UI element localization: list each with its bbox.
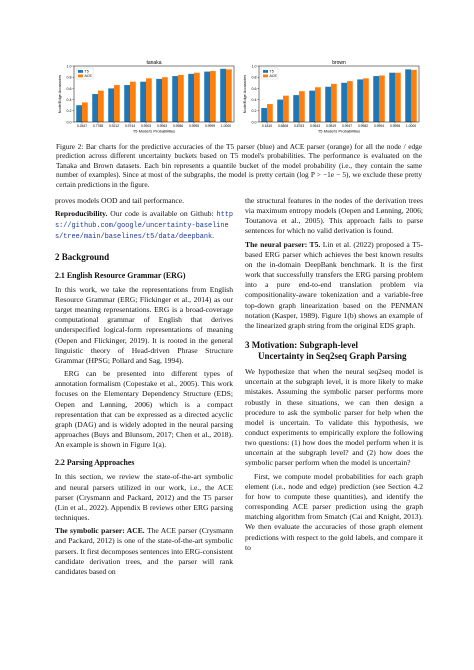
x-tick-label: 0.9543 — [309, 124, 321, 129]
paragraph: the structural features in the nodes of the derivation trees via maximum entropy models (Oepen and Lønning, 2006; Toutanova et al., 2005). This approach fails to parse sentences for which no valid derivation is found. — [245, 196, 423, 236]
y-axis-label: Node/Edge Accuracies — [243, 74, 247, 114]
legend-swatch — [78, 75, 83, 78]
bar-t5 — [76, 105, 82, 122]
bar-ace — [194, 73, 200, 122]
figure-caption: Figure 2: Bar charts for the predictive accuracies of the T5 parser (blue) and ACE parser (orange) for all the node / edge prediction across different uncertainty buckets based on T5 model's probabilities. The performance is evaluated on the Tanaka and Brown datasets. Each bin represents a quantile bucket of the model probability (i.e., they contain the same number of examples). Since at most of the subgraphs, the model is pretty certain (log P > −1e − 5), we exclude these pretty certain predictions in the figure. — [56, 142, 422, 189]
bar-ace — [98, 91, 104, 122]
bar-ace — [114, 85, 120, 122]
x-tick-label: 1.0000 — [220, 124, 232, 129]
punctuation: . — [212, 231, 215, 241]
x-tick-label: 0.2547 — [76, 124, 88, 129]
bar-ace — [82, 102, 88, 122]
y-tick-label: 0.2 — [251, 109, 257, 114]
x-tick-label: 0.9212 — [108, 124, 120, 129]
paragraph-heading: Reproducibility. — [55, 209, 108, 219]
section-heading: 2 Background — [55, 251, 110, 262]
bar-t5 — [204, 72, 210, 122]
bar-t5 — [140, 82, 146, 122]
reproducibility-paragraph — [55, 209, 233, 242]
bar-ace — [347, 81, 353, 122]
bar-t5 — [277, 100, 283, 122]
y-tick-label: 0.8 — [251, 75, 257, 80]
bar-t5 — [261, 108, 267, 122]
bar-t5 — [108, 88, 114, 122]
y-tick-label: 1.0 — [66, 64, 72, 69]
bar-ace — [162, 77, 168, 122]
bar-ace — [130, 82, 136, 122]
y-tick-label: 0.6 — [66, 86, 72, 91]
y-tick-label: 0.2 — [66, 109, 72, 114]
x-tick-label: 0.9947 — [341, 124, 353, 129]
paragraph-text: Lin et al. (2022) proposed a T5-based ERG parser which achieves the best known results on the in-domain DeepBank benchmark. It is the first work that successfully transfers the ERG parsing problem into a pure end-to-end translation problem via compositionality-aware tokenization and a variable-free top-down graph linearization based on the PENMAN notation (Kasper, 1989). Figure 1(b) shows an example of the linearized graph string from the original EDS graph. — [245, 239, 424, 330]
y-tick-label: 0.8 — [66, 75, 72, 80]
paragraph-text: Our code is available on Github: — [110, 209, 214, 219]
y-tick-label: 0.4 — [251, 98, 257, 102]
section-heading-line: 3 Motivation: Subgraph-level — [245, 340, 359, 351]
figure-2-charts — [56, 58, 422, 140]
ace-paragraph — [55, 526, 233, 577]
x-tick-label: 0.8763 — [293, 124, 305, 129]
section-heading — [245, 340, 423, 362]
x-tick-label: 0.9995 — [188, 124, 200, 129]
legend-label: ACE — [84, 74, 92, 79]
y-tick-label: 0.6 — [251, 86, 257, 91]
x-tick-label: 1.0000 — [405, 124, 417, 129]
x-tick-label: 0.1810 — [261, 124, 273, 129]
bar-t5 — [188, 74, 194, 122]
bar-ace — [379, 76, 385, 122]
left-column — [55, 196, 233, 580]
bar-ace — [315, 87, 321, 122]
chart-title: brown — [332, 60, 346, 66]
subsection-heading: 2.1 English Resource Grammar (ERG) — [55, 270, 186, 280]
paragraph: proves models OOD and tail performance. — [55, 196, 185, 205]
x-tick-label: 0.9963 — [156, 124, 168, 129]
x-tick-label: 0.9986 — [172, 124, 184, 129]
y-tick-label: 0.0 — [251, 120, 257, 125]
paragraph: In this work, we take the representations from English Resource Grammar (ERG; Flickinger et al., 2014) as our target meaning representations. ERG is a broad-coverage computational grammar of English that derives underspecified logical-form representations of meaning (Oepen and Flickinger, 2019). It is rooted in the general linguistic theory of Head-driven Phrase Structure Grammar (HPSG; Pollard and Sag, 1994). — [55, 284, 233, 365]
bar-t5 — [325, 87, 331, 122]
x-tick-label: 0.9982 — [357, 124, 369, 129]
bar-t5 — [124, 85, 130, 122]
bar-t5 — [357, 79, 363, 122]
x-axis-label: T5 Model's Probabilities — [132, 128, 176, 134]
paragraph: ERG can be presented into different types of annotation formalism (Copestake et al., 2005). This work focuses on the Elementary Dependency Structure (EDS; Oepen and Lønning, 2006) which is a compact representation that can be expressed as a directed acyclic graph (DAG) and is widely adopted in the neural parsing approaches (Buys and Blunsom, 2017; Chen et al., 2018). An example is shown in Figure 1(a). — [55, 369, 233, 450]
paragraph: We hypothesize that when the neural seq2seq model is uncertain at the subgraph level, it is more likely to make mistakes. Assuming the symbolic parser performs more robustly in these situations, we can then design a procedure to ask the symbolic parser for help when the model is uncertain. To validate this hypothesis, we conduct experiments to empirically explore the following two questions: (1) how does the model perform when it is uncertain at the subgraph level? and (2) how does the symbolic parser perform when the model is uncertain? — [245, 367, 423, 468]
bar-ace — [411, 70, 417, 122]
github-link[interactable]: https://github.com/google/uncertainty-baselines/tree/main/baselines/t5/data/deepbank — [55, 211, 234, 242]
legend-label: T5 — [84, 69, 89, 74]
bar-t5 — [373, 76, 379, 122]
y-tick-label: 0.4 — [66, 98, 72, 102]
paragraph-text: The ACE parser (Crysmann and Packard, 2012) is one of the state-of-the-art symbolic parsers. It first decomposes sentences into ERG-consistent candidate derivation trees, and the parser will rank candidates based on — [55, 526, 233, 576]
bar-t5 — [172, 76, 178, 122]
paragraph: First, we compute model probabilities for each graph element (i.e., node and edge) prediction (see Section 4.2 for how to compute these quantities), and identify the corresponding ACE parser prediction using the graph matching algorithm from Smatch (Cai and Knight, 2013). We then evaluate the accuracies of those graph element predictions with respect to the gold labels, and compare it to — [245, 471, 423, 552]
bar-t5 — [405, 69, 411, 122]
x-tick-label: 0.9998 — [389, 124, 401, 129]
paragraph-heading: The neural parser: T5. — [245, 239, 321, 249]
legend-swatch — [78, 70, 83, 73]
x-tick-label: 0.6808 — [277, 124, 289, 129]
legend-label: ACE — [269, 74, 277, 79]
bar-ace — [146, 78, 152, 122]
right-column — [245, 196, 423, 556]
x-tick-label: 0.9819 — [325, 124, 337, 129]
x-tick-label: 0.7788 — [92, 124, 104, 129]
bar-ace — [267, 104, 273, 122]
x-tick-label: 0.9903 — [140, 124, 152, 129]
legend-label: T5 — [269, 69, 274, 74]
bar-ace — [283, 96, 289, 122]
x-tick-label: 0.9744 — [124, 124, 136, 129]
bar-t5 — [389, 73, 395, 122]
y-axis-label: Node/Edge Accuracies — [58, 74, 62, 114]
legend-swatch — [263, 70, 268, 73]
chart-title: tanaka — [146, 60, 162, 66]
bar-t5 — [293, 95, 299, 122]
bar-ace — [299, 91, 305, 122]
bar-ace — [210, 71, 216, 122]
bar-t5 — [341, 83, 347, 122]
x-axis-label: T5 Model's Probabilities — [317, 128, 361, 134]
bar-t5 — [156, 79, 162, 122]
subsection-heading: 2.2 Parsing Approaches — [55, 458, 135, 468]
paragraph-heading: The symbolic parser: ACE. — [55, 526, 145, 536]
bar-t5 — [309, 91, 315, 122]
bar-ace — [395, 73, 401, 122]
bar-ace — [331, 84, 337, 122]
section-heading-line: Uncertainty in Seq2seq Graph Parsing — [258, 351, 407, 362]
y-tick-label: 0.0 — [66, 120, 72, 125]
y-tick-label: 1.0 — [251, 64, 257, 69]
legend-swatch — [263, 75, 268, 78]
bar-ace — [226, 69, 232, 122]
x-tick-label: 0.9994 — [373, 124, 385, 129]
t5-paragraph — [245, 240, 423, 331]
bar-ace — [178, 75, 184, 122]
bar-ace — [363, 78, 369, 122]
paragraph: In this section, we review the state-of-the-art symbolic and neural parsers utilized in our work, i.e., the ACE parser (Crysmann and Packard, 2012) and the T5 parser (Lin et al., 2022). Appendix B reviews other ERG parsing techniques. — [55, 472, 233, 523]
x-tick-label: 0.9999 — [204, 124, 216, 129]
bar-t5 — [220, 69, 226, 122]
bar-t5 — [92, 94, 98, 122]
